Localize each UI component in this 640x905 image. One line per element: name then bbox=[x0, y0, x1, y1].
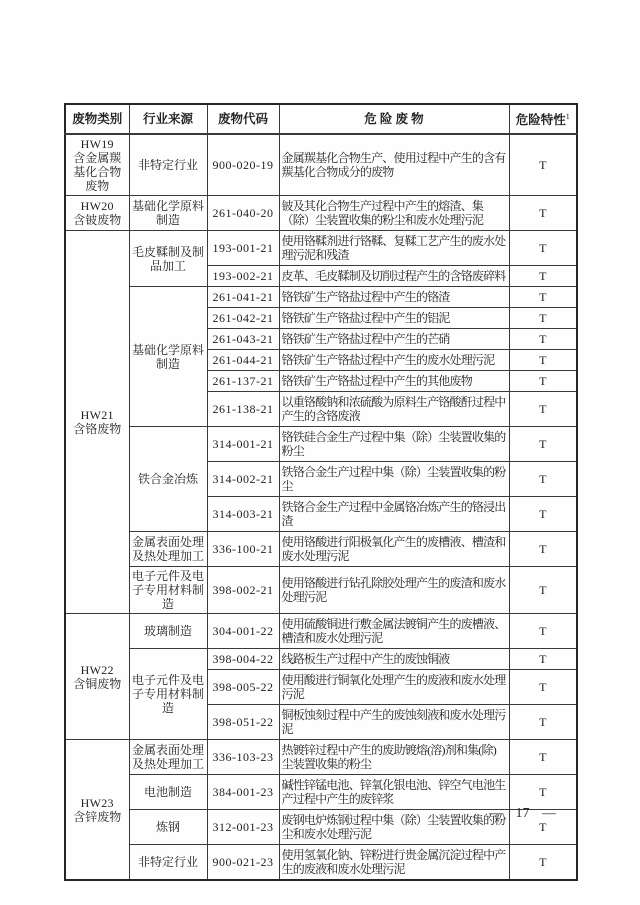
waste-desc-cell: 使用酸进行铜氧化处理产生的废液和废水处理污泥 bbox=[279, 670, 509, 705]
category-name: 含铬废物 bbox=[73, 422, 122, 436]
waste-desc-cell: 碱性锌锰电池、锌氧化银电池、锌空气电池生产过程中产生的废锌浆 bbox=[279, 775, 509, 810]
waste-desc-cell: 热镀锌过程中产生的废助镀熔(溶)剂和集(除)尘装置收集的粉尘 bbox=[279, 740, 509, 775]
table-row bbox=[65, 775, 577, 810]
category-name: 含锌废物 bbox=[73, 809, 122, 824]
category-code: HW23 bbox=[80, 795, 114, 810]
industry-cell: 基础化学原料制造 bbox=[129, 287, 207, 427]
col-header-industry: 行业来源 bbox=[129, 104, 207, 134]
hazard-cell: T bbox=[509, 845, 577, 881]
hazard-cell: T bbox=[509, 392, 577, 427]
category-cell bbox=[65, 740, 129, 881]
waste-desc-cell: 铬铁矿生产铬盐过程中产生的铬渣 bbox=[279, 287, 509, 308]
category-code: HW19 bbox=[80, 137, 114, 151]
waste-desc-cell: 废钢电炉炼钢过程中集（除）尘装置收集的粉尘和废水处理污泥 bbox=[279, 810, 509, 845]
hazard-cell: T bbox=[509, 567, 577, 614]
category-code: HW21 bbox=[80, 408, 114, 422]
category-cell bbox=[65, 231, 129, 614]
hazard-cell: T bbox=[509, 740, 577, 775]
industry-cell: 金属表面处理及热处理加工 bbox=[129, 740, 207, 775]
hazard-cell: T bbox=[509, 350, 577, 371]
category-cell bbox=[65, 614, 129, 740]
footnote-marker: 1 bbox=[565, 112, 570, 122]
waste-code-cell: 193-001-21 bbox=[207, 231, 279, 266]
table-row bbox=[65, 740, 577, 775]
col-header-code: 废物代码 bbox=[207, 104, 279, 134]
hazard-cell: T bbox=[509, 670, 577, 705]
table-header-row bbox=[65, 104, 577, 134]
waste-code-cell: 398-051-22 bbox=[207, 705, 279, 740]
industry-cell: 电子元件及电子专用材料制造 bbox=[129, 567, 207, 614]
waste-code-cell: 193-002-21 bbox=[207, 266, 279, 287]
waste-code-cell: 261-137-21 bbox=[207, 371, 279, 392]
waste-code-cell: 261-138-21 bbox=[207, 392, 279, 427]
waste-desc-cell: 线路板生产过程中产生的废蚀铜液 bbox=[279, 649, 509, 670]
hazard-cell: T bbox=[509, 705, 577, 740]
category-name: 含铍废物 bbox=[73, 213, 122, 227]
waste-code-cell: 398-004-22 bbox=[207, 649, 279, 670]
hazard-cell: T bbox=[509, 329, 577, 350]
waste-desc-cell: 铁铬合金生产过程中金属铬冶炼产生的铬浸出渣 bbox=[279, 497, 509, 532]
waste-desc-cell: 铜板蚀刻过程中产生的废蚀刻液和废水处理污泥 bbox=[279, 705, 509, 740]
waste-code-cell: 336-100-21 bbox=[207, 532, 279, 567]
category-cell bbox=[65, 134, 129, 196]
category-name: 含铜废物 bbox=[73, 676, 122, 691]
waste-desc-cell: 铬铁矿生产铬盐过程中产生的废水处理污泥 bbox=[279, 350, 509, 371]
table-row bbox=[65, 532, 577, 567]
waste-desc-cell: 使用铬酸进行阳极氧化产生的废槽液、槽渣和废水处理污泥 bbox=[279, 532, 509, 567]
table-row bbox=[65, 134, 577, 196]
category-name: 含金属羰基化合物废物 bbox=[73, 151, 122, 193]
waste-desc-cell: 铬铁矿生产铬盐过程中产生的芒硝 bbox=[279, 329, 509, 350]
industry-cell: 基础化学原料制造 bbox=[129, 196, 207, 231]
hazard-cell: T bbox=[509, 287, 577, 308]
waste-code-cell: 314-001-21 bbox=[207, 427, 279, 462]
hazard-cell: T bbox=[509, 266, 577, 287]
waste-code-cell: 384-001-23 bbox=[207, 775, 279, 810]
page-number: — 17 — bbox=[489, 806, 556, 821]
category-code: HW22 bbox=[80, 662, 114, 677]
waste-code-cell: 304-001-22 bbox=[207, 614, 279, 649]
hazardous-waste-table bbox=[64, 103, 578, 881]
waste-desc-cell: 以重铬酸钠和浓硫酸为原料生产铬酸酐过程中产生的含铬废液 bbox=[279, 392, 509, 427]
waste-desc-cell: 皮革、毛皮鞣制及切削过程产生的含铬废碎料 bbox=[279, 266, 509, 287]
hazard-cell: T bbox=[509, 462, 577, 497]
waste-desc-cell: 使用氢氧化钠、锌粉进行贵金属沉淀过程中产生的废液和废水处理污泥 bbox=[279, 845, 509, 881]
waste-code-cell: 900-020-19 bbox=[207, 134, 279, 196]
waste-code-cell: 900-021-23 bbox=[207, 845, 279, 881]
waste-code-cell: 314-002-21 bbox=[207, 462, 279, 497]
industry-cell: 电子元件及电子专用材料制造 bbox=[129, 649, 207, 740]
waste-code-cell: 261-042-21 bbox=[207, 308, 279, 329]
waste-desc-cell: 使用硫酸铜进行敷金属法镀铜产生的废槽液、槽渣和废水处理污泥 bbox=[279, 614, 509, 649]
hazard-cell: T bbox=[509, 231, 577, 266]
waste-desc-cell: 铬铁矿生产铬盐过程中产生的铝泥 bbox=[279, 308, 509, 329]
hazard-cell: T bbox=[509, 497, 577, 532]
waste-desc-cell: 铬铁硅合金生产过程中集（除）尘装置收集的粉尘 bbox=[279, 427, 509, 462]
hazard-cell: T bbox=[509, 308, 577, 329]
waste-code-cell: 261-040-20 bbox=[207, 196, 279, 231]
waste-desc-cell: 铁铬合金生产过程中集（除）尘装置收集的粉尘 bbox=[279, 462, 509, 497]
table-row bbox=[65, 567, 577, 614]
waste-code-cell: 398-002-21 bbox=[207, 567, 279, 614]
waste-code-cell: 261-043-21 bbox=[207, 329, 279, 350]
col-header-hazard-label: 危险特性 bbox=[515, 113, 566, 128]
waste-desc-cell: 使用铬鞣剂进行铬鞣、复鞣工艺产生的废水处理污泥和残渣 bbox=[279, 231, 509, 266]
waste-code-cell: 336-103-23 bbox=[207, 740, 279, 775]
hazard-cell: T bbox=[509, 196, 577, 231]
waste-code-cell: 398-005-22 bbox=[207, 670, 279, 705]
hazard-cell: T bbox=[509, 810, 577, 845]
hazard-cell: T bbox=[509, 532, 577, 567]
table-row bbox=[65, 649, 577, 670]
col-header-hazard bbox=[509, 104, 577, 134]
waste-desc-cell: 铍及其化合物生产过程中产生的熔渣、集（除）尘装置收集的粉尘和废水处理污泥 bbox=[279, 196, 509, 231]
waste-desc-cell: 使用铬酸进行钻孔除胶处理产生的废渣和废水处理污泥 bbox=[279, 567, 509, 614]
industry-cell: 金属表面处理及热处理加工 bbox=[129, 532, 207, 567]
table-row bbox=[65, 231, 577, 266]
waste-code-cell: 312-001-23 bbox=[207, 810, 279, 845]
industry-cell: 毛皮鞣制及制品加工 bbox=[129, 231, 207, 287]
table-row bbox=[65, 427, 577, 462]
waste-code-cell: 261-041-21 bbox=[207, 287, 279, 308]
hazard-cell: T bbox=[509, 427, 577, 462]
category-code: HW20 bbox=[80, 199, 114, 213]
col-header-waste: 危 险 废 物 bbox=[279, 104, 509, 134]
industry-cell: 玻璃制造 bbox=[129, 614, 207, 649]
hazard-cell: T bbox=[509, 649, 577, 670]
waste-code-cell: 314-003-21 bbox=[207, 497, 279, 532]
industry-cell: 炼钢 bbox=[129, 810, 207, 845]
waste-desc-cell: 铬铁矿生产铬盐过程中产生的其他废物 bbox=[279, 371, 509, 392]
category-cell bbox=[65, 196, 129, 231]
col-header-category: 废物类别 bbox=[65, 104, 129, 134]
industry-cell: 电池制造 bbox=[129, 775, 207, 810]
industry-cell: 非特定行业 bbox=[129, 134, 207, 196]
table-row bbox=[65, 196, 577, 231]
table-row bbox=[65, 287, 577, 308]
waste-code-cell: 261-044-21 bbox=[207, 350, 279, 371]
waste-desc-cell: 金属羰基化合物生产、使用过程中产生的含有羰基化合物成分的废物 bbox=[279, 134, 509, 196]
hazard-cell: T bbox=[509, 371, 577, 392]
hazard-cell: T bbox=[509, 614, 577, 649]
hazard-cell: T bbox=[509, 775, 577, 810]
table-row bbox=[65, 614, 577, 649]
table-row bbox=[65, 845, 577, 881]
hazard-cell: T bbox=[509, 134, 577, 196]
industry-cell: 非特定行业 bbox=[129, 845, 207, 881]
industry-cell: 铁合金冶炼 bbox=[129, 427, 207, 532]
